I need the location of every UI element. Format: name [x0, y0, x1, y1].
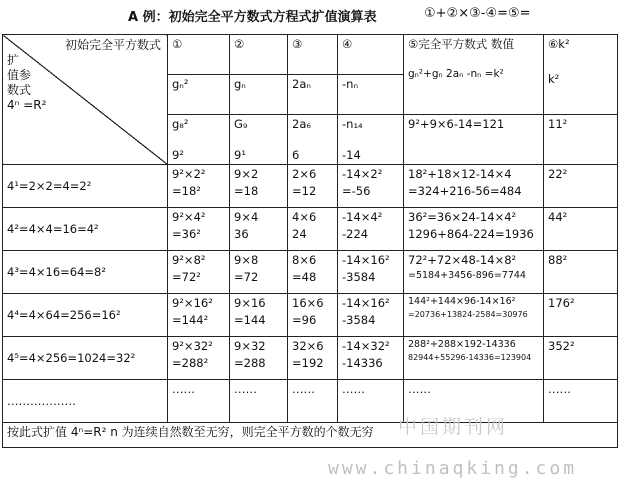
table-row	[3, 251, 618, 294]
row-c3	[288, 165, 338, 208]
row-c3	[288, 294, 338, 337]
row-c3	[288, 337, 338, 380]
row-c2	[230, 251, 288, 294]
row-c4	[338, 251, 404, 294]
cell-expr: 9×4	[234, 210, 259, 225]
base-c3	[288, 115, 338, 165]
base-c2-expr: G₉	[234, 117, 248, 131]
row-label: 4²=4×4=16=4²	[3, 208, 168, 251]
cell-value: =72²	[172, 270, 201, 285]
base-c3-value: 6	[292, 147, 300, 162]
watermark-logo-cn: 中国期刊网	[398, 416, 509, 438]
cell-value: 82944+55296-14336=123904	[408, 353, 532, 363]
base-c5: 9²+9×6-14=121	[404, 115, 544, 165]
footer-row	[3, 423, 618, 448]
cell-value: 36	[234, 227, 249, 242]
cell-value: -3584	[342, 270, 376, 285]
row-label: 4⁵=4×256=1024=32²	[3, 337, 168, 380]
row-c2	[230, 294, 288, 337]
row-c6: 22²	[544, 165, 618, 208]
col3-generic: 2aₙ	[288, 75, 338, 115]
row-c4	[338, 208, 404, 251]
cell-expr: 9²×8²	[172, 253, 206, 268]
cell-expr: 18²+18×12-14×4	[408, 167, 512, 182]
base-c6: 11²	[544, 115, 618, 165]
row-c2	[230, 337, 288, 380]
cell-expr: 9×32	[234, 339, 266, 354]
diagonal-bottom-label: 扩 值参 数式 4ⁿ =R²	[7, 53, 47, 112]
cell-value: =48	[292, 270, 317, 285]
table-row	[3, 208, 618, 251]
table-row	[3, 165, 618, 208]
cell-expr: -14×2²	[342, 167, 383, 182]
table-row	[3, 337, 618, 380]
col3-header: ③	[288, 35, 338, 75]
cell-value: =288²	[172, 356, 209, 371]
cell-expr: -14×32²	[342, 339, 390, 354]
title-formula: ①+②×③-④=⑤=	[424, 6, 531, 21]
col4-header: ④	[338, 35, 404, 75]
cell-expr: 9²×4²	[172, 210, 206, 225]
cell-value: =5184+3456-896=7744	[408, 270, 526, 282]
col6-header: ⑥k²	[548, 37, 570, 51]
base-c1-value: 9²	[172, 147, 184, 162]
row-c6: 176²	[544, 294, 618, 337]
cell-expr: 288²+288×192-14336	[408, 339, 516, 351]
cell-value: =12	[292, 184, 317, 199]
cell-expr: 32×6	[292, 339, 324, 354]
diagonal-header-cell	[3, 35, 168, 165]
ellipsis-left: ………………	[3, 380, 168, 423]
base-c4-value: -14	[342, 147, 361, 162]
cell-value: =72	[234, 270, 259, 285]
base-c2-value: 9¹	[234, 147, 246, 162]
cell-value: =20736+13824-2584=30976	[408, 310, 528, 320]
cell-value: =324+216-56=484	[408, 184, 522, 199]
ellipsis-c5: ……	[404, 380, 544, 423]
cell-expr: 9²×16²	[172, 296, 213, 311]
base-c4-expr: -n₁₄	[342, 117, 363, 131]
row-c6: 44²	[544, 208, 618, 251]
title-main: A 例：初始完全平方数式方程式扩值演算表	[128, 10, 377, 25]
row-c4	[338, 165, 404, 208]
table-title	[0, 4, 624, 24]
cell-expr: 16×6	[292, 296, 324, 311]
cell-expr: 9²×2²	[172, 167, 206, 182]
cell-expr: -14×4²	[342, 210, 383, 225]
row-c4	[338, 294, 404, 337]
cell-expr: 9×2	[234, 167, 259, 182]
cell-expr: -14×16²	[342, 296, 390, 311]
col5-header-cell	[404, 35, 544, 115]
cell-value: =96	[292, 313, 317, 328]
row-label: 4¹=2×2=4=2²	[3, 165, 168, 208]
ellipsis-c3: ……	[288, 380, 338, 423]
base-c4	[338, 115, 404, 165]
row-c1	[168, 165, 230, 208]
col6-header-cell	[544, 35, 618, 115]
calculation-table	[2, 34, 618, 448]
row-c4	[338, 337, 404, 380]
col1-generic: gₙ²	[168, 75, 230, 115]
row-c1	[168, 251, 230, 294]
footer-note: 按此式扩值 4ⁿ=R² n 为连续自然数至无穷，则完全平方数的个数无穷	[3, 423, 618, 448]
row-c3	[288, 208, 338, 251]
row-c5	[404, 251, 544, 294]
base-c2	[230, 115, 288, 165]
ellipsis-c1: ……	[168, 380, 230, 423]
cell-expr: 9²×32²	[172, 339, 213, 354]
cell-value: =288	[234, 356, 266, 371]
ellipsis-c4: ……	[338, 380, 404, 423]
cell-value: =192	[292, 356, 324, 371]
row-c2	[230, 165, 288, 208]
row-c2	[230, 208, 288, 251]
col6-generic: k²	[548, 71, 560, 86]
header-row	[3, 35, 618, 75]
diagonal-top-label: 初始完全平方数式	[64, 38, 161, 52]
base-c1	[168, 115, 230, 165]
col2-generic: gₙ	[230, 75, 288, 115]
cell-value: -224	[342, 227, 369, 242]
cell-expr: 8×6	[292, 253, 317, 268]
col5-generic: gₙ²+gₙ 2aₙ -nₙ =k²	[408, 67, 504, 80]
row-label: 4³=4×16=64=8²	[3, 251, 168, 294]
cell-expr: 144²+144×96-14×16²	[408, 296, 516, 308]
cell-value: =36²	[172, 227, 201, 242]
cell-expr: 2×6	[292, 167, 317, 182]
cell-value: =18²	[172, 184, 201, 199]
table-row	[3, 294, 618, 337]
ellipsis-row	[3, 380, 618, 423]
cell-expr: 9×16	[234, 296, 266, 311]
col1-header: ①	[168, 35, 230, 75]
row-c5	[404, 208, 544, 251]
cell-value: =-56	[342, 184, 371, 199]
cell-value: =144²	[172, 313, 209, 328]
cell-expr: 72²+72×48-14×8²	[408, 253, 517, 268]
row-label: 4⁴=4×64=256=16²	[3, 294, 168, 337]
row-c1	[168, 208, 230, 251]
row-c6: 352²	[544, 337, 618, 380]
cell-value: =144	[234, 313, 266, 328]
cell-expr: -14×16²	[342, 253, 390, 268]
base-c3-expr: 2a₆	[292, 117, 311, 131]
ellipsis-c2: ……	[230, 380, 288, 423]
cell-value: -3584	[342, 313, 376, 328]
cell-value: 24	[292, 227, 307, 242]
row-c5	[404, 294, 544, 337]
ellipsis-c6: ……	[544, 380, 618, 423]
col5-header: ⑤完全平方数式 数值	[408, 37, 514, 51]
row-c1	[168, 294, 230, 337]
cell-value: -14336	[342, 356, 383, 371]
row-c3	[288, 251, 338, 294]
cell-value: =18	[234, 184, 259, 199]
row-c1	[168, 337, 230, 380]
cell-value: 1296+864-224=1936	[408, 227, 534, 242]
row-c5	[404, 165, 544, 208]
row-c5	[404, 337, 544, 380]
col4-generic: -nₙ	[338, 75, 404, 115]
cell-expr: 9×8	[234, 253, 259, 268]
col2-header: ②	[230, 35, 288, 75]
base-c1-expr: g₈²	[172, 117, 189, 131]
cell-expr: 4×6	[292, 210, 317, 225]
watermark-url: www.chinaqking.com	[328, 458, 578, 479]
cell-expr: 36²=36×24-14×4²	[408, 210, 517, 225]
row-c6: 88²	[544, 251, 618, 294]
